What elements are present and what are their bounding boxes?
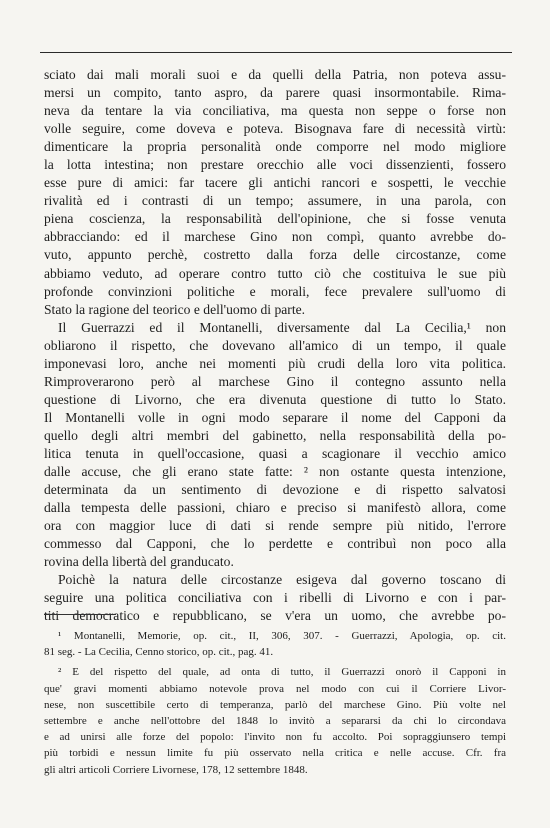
text-line: profonde convinzioni politiche e morali, fece prevalere sull'uomo di xyxy=(44,283,506,299)
text-line: Poichè la natura delle circostanze esigeva dal governo toscano di xyxy=(58,572,506,588)
text-line: litica tenuta in quell'occasione, quasi a scagionare il vecchio amico xyxy=(44,445,506,461)
text-line: titi democratico e repubblicano, se v'era un uomo, che avrebbe po- xyxy=(44,608,506,624)
header-rule xyxy=(40,52,512,53)
text-line: determinata da un sentimento di devozione e di rispetto salvatosi xyxy=(44,482,506,498)
text-line: rovina della libertà del granducato. xyxy=(44,554,234,570)
text-line: Stato la ragione del teorico e dell'uomo di parte. xyxy=(44,301,306,317)
text-line: Rimproverarono però al marchese Gino il contegno assunto nella xyxy=(44,373,506,389)
text-line: quello degli altri membri del gabinetto, nella responsabilità della po- xyxy=(44,427,506,443)
footnote-line: gli altri articoli Corriere Livornese, 178, 12 settembre 1848. xyxy=(44,763,308,776)
text-line: abbiamo veduto, ad operare contro tutto ciò che costituiva le sue più xyxy=(44,265,506,281)
footnote-rule xyxy=(44,614,116,615)
footnote-line: ¹ Montanelli, Memorie, op. cit., II, 306, 307. - Guerrazzi, Apologia, op. cit. xyxy=(58,630,506,642)
text-line: questione di Livorno, che era divenuta questione di tutto lo Stato. xyxy=(44,391,506,407)
footnote-line: que' gravi momenti abbiamo notevole prova nel modo con cui il Corriere Livor- xyxy=(44,682,506,695)
text-line: rivalità ed i contrasti di un tempo; assumere, in una parola, con xyxy=(44,193,506,209)
footnote-line: e ad unirsi alle forze del popolo: l'invito non fu accolto. Poi sopraggiunsero tempi xyxy=(44,731,506,744)
text-line: seguire una politica conciliativa con i ribelli di Livorno e con i par- xyxy=(44,590,506,606)
text-line: Il Guerrazzi ed il Montanelli, diversamente dal La Cecilia,¹ non xyxy=(58,319,506,335)
text-line: dalle accuse, che gli erano state fatte: ² non ostante questa intenzione, xyxy=(44,464,506,480)
footnote-line: più torbidi e nessun limite fu più osservato nella critica e nelle accuse. Cfr. fra xyxy=(44,747,506,760)
text-line: imponevasi loro, anche nei momenti più crudi della loro vita politica. xyxy=(44,355,506,371)
text-line: neva da tentare la via conciliativa, ma questa non seppe o forse non xyxy=(44,103,506,119)
footnote-line: ² E del rispetto del quale, ad onta di tutto, il Guerrazzi onorò il Capponi in xyxy=(58,666,506,679)
text-line: volle seguire, come doveva e poteva. Bisognava fare di necessità virtù: xyxy=(44,121,506,137)
footnote-line: nese, non suscettibile certo di temperanza, parlò del marchese Gino. Più volte nel xyxy=(44,698,506,711)
text-line: abbracciando: ed il marchese Gino non compì, quanto avrebbe do- xyxy=(44,229,506,245)
text-line: commesso dal Capponi, che lo perdette e contribuì non poco alla xyxy=(44,536,506,552)
text-line: piena coscienza, la responsabilità dell'opinione, che si fosse venuta xyxy=(44,211,506,227)
text-line: dimenticare la propria personalità onde comporre nel modo migliore xyxy=(44,139,506,155)
text-line: ora con maggior luce di dati si rende sempre più nitido, l'errore xyxy=(44,518,506,534)
text-line: Il Montanelli volle in ogni modo separare il nome del Capponi da xyxy=(44,409,506,425)
text-line: mersi un compito, tanto aspro, da parere quasi insormontabile. Rima- xyxy=(44,85,506,101)
footnote-line: 81 seg. - La Cecilia, Cenno storico, op. cit., pag. 41. xyxy=(44,646,274,659)
text-line: obliarono il rispetto, che dovevano all'amico di un tempo, il quale xyxy=(44,337,506,353)
text-line: la lotta intestina; non prestare orecchio alle voci dissenzienti, fossero xyxy=(44,157,506,173)
text-line: esse pure di amici: far tacere gli antichi rancori e sospetti, le vecchie xyxy=(44,175,506,191)
body-text xyxy=(44,66,506,625)
footnote-line: settembre e anche nell'ottobre del 1848 lo invitò a separarsi da chi lo circondava xyxy=(44,714,506,727)
text-line: sciato dai mali morali suoi e da quelli della Patria, non poteva assu- xyxy=(44,67,506,82)
text-line: vuto, appunto perchè, costretto dalla forza delle circostanze, come xyxy=(44,247,506,263)
text-line: dalla tempesta delle passioni, chiaro e preciso si manifestò allora, come xyxy=(44,500,506,516)
footnotes xyxy=(44,628,506,778)
